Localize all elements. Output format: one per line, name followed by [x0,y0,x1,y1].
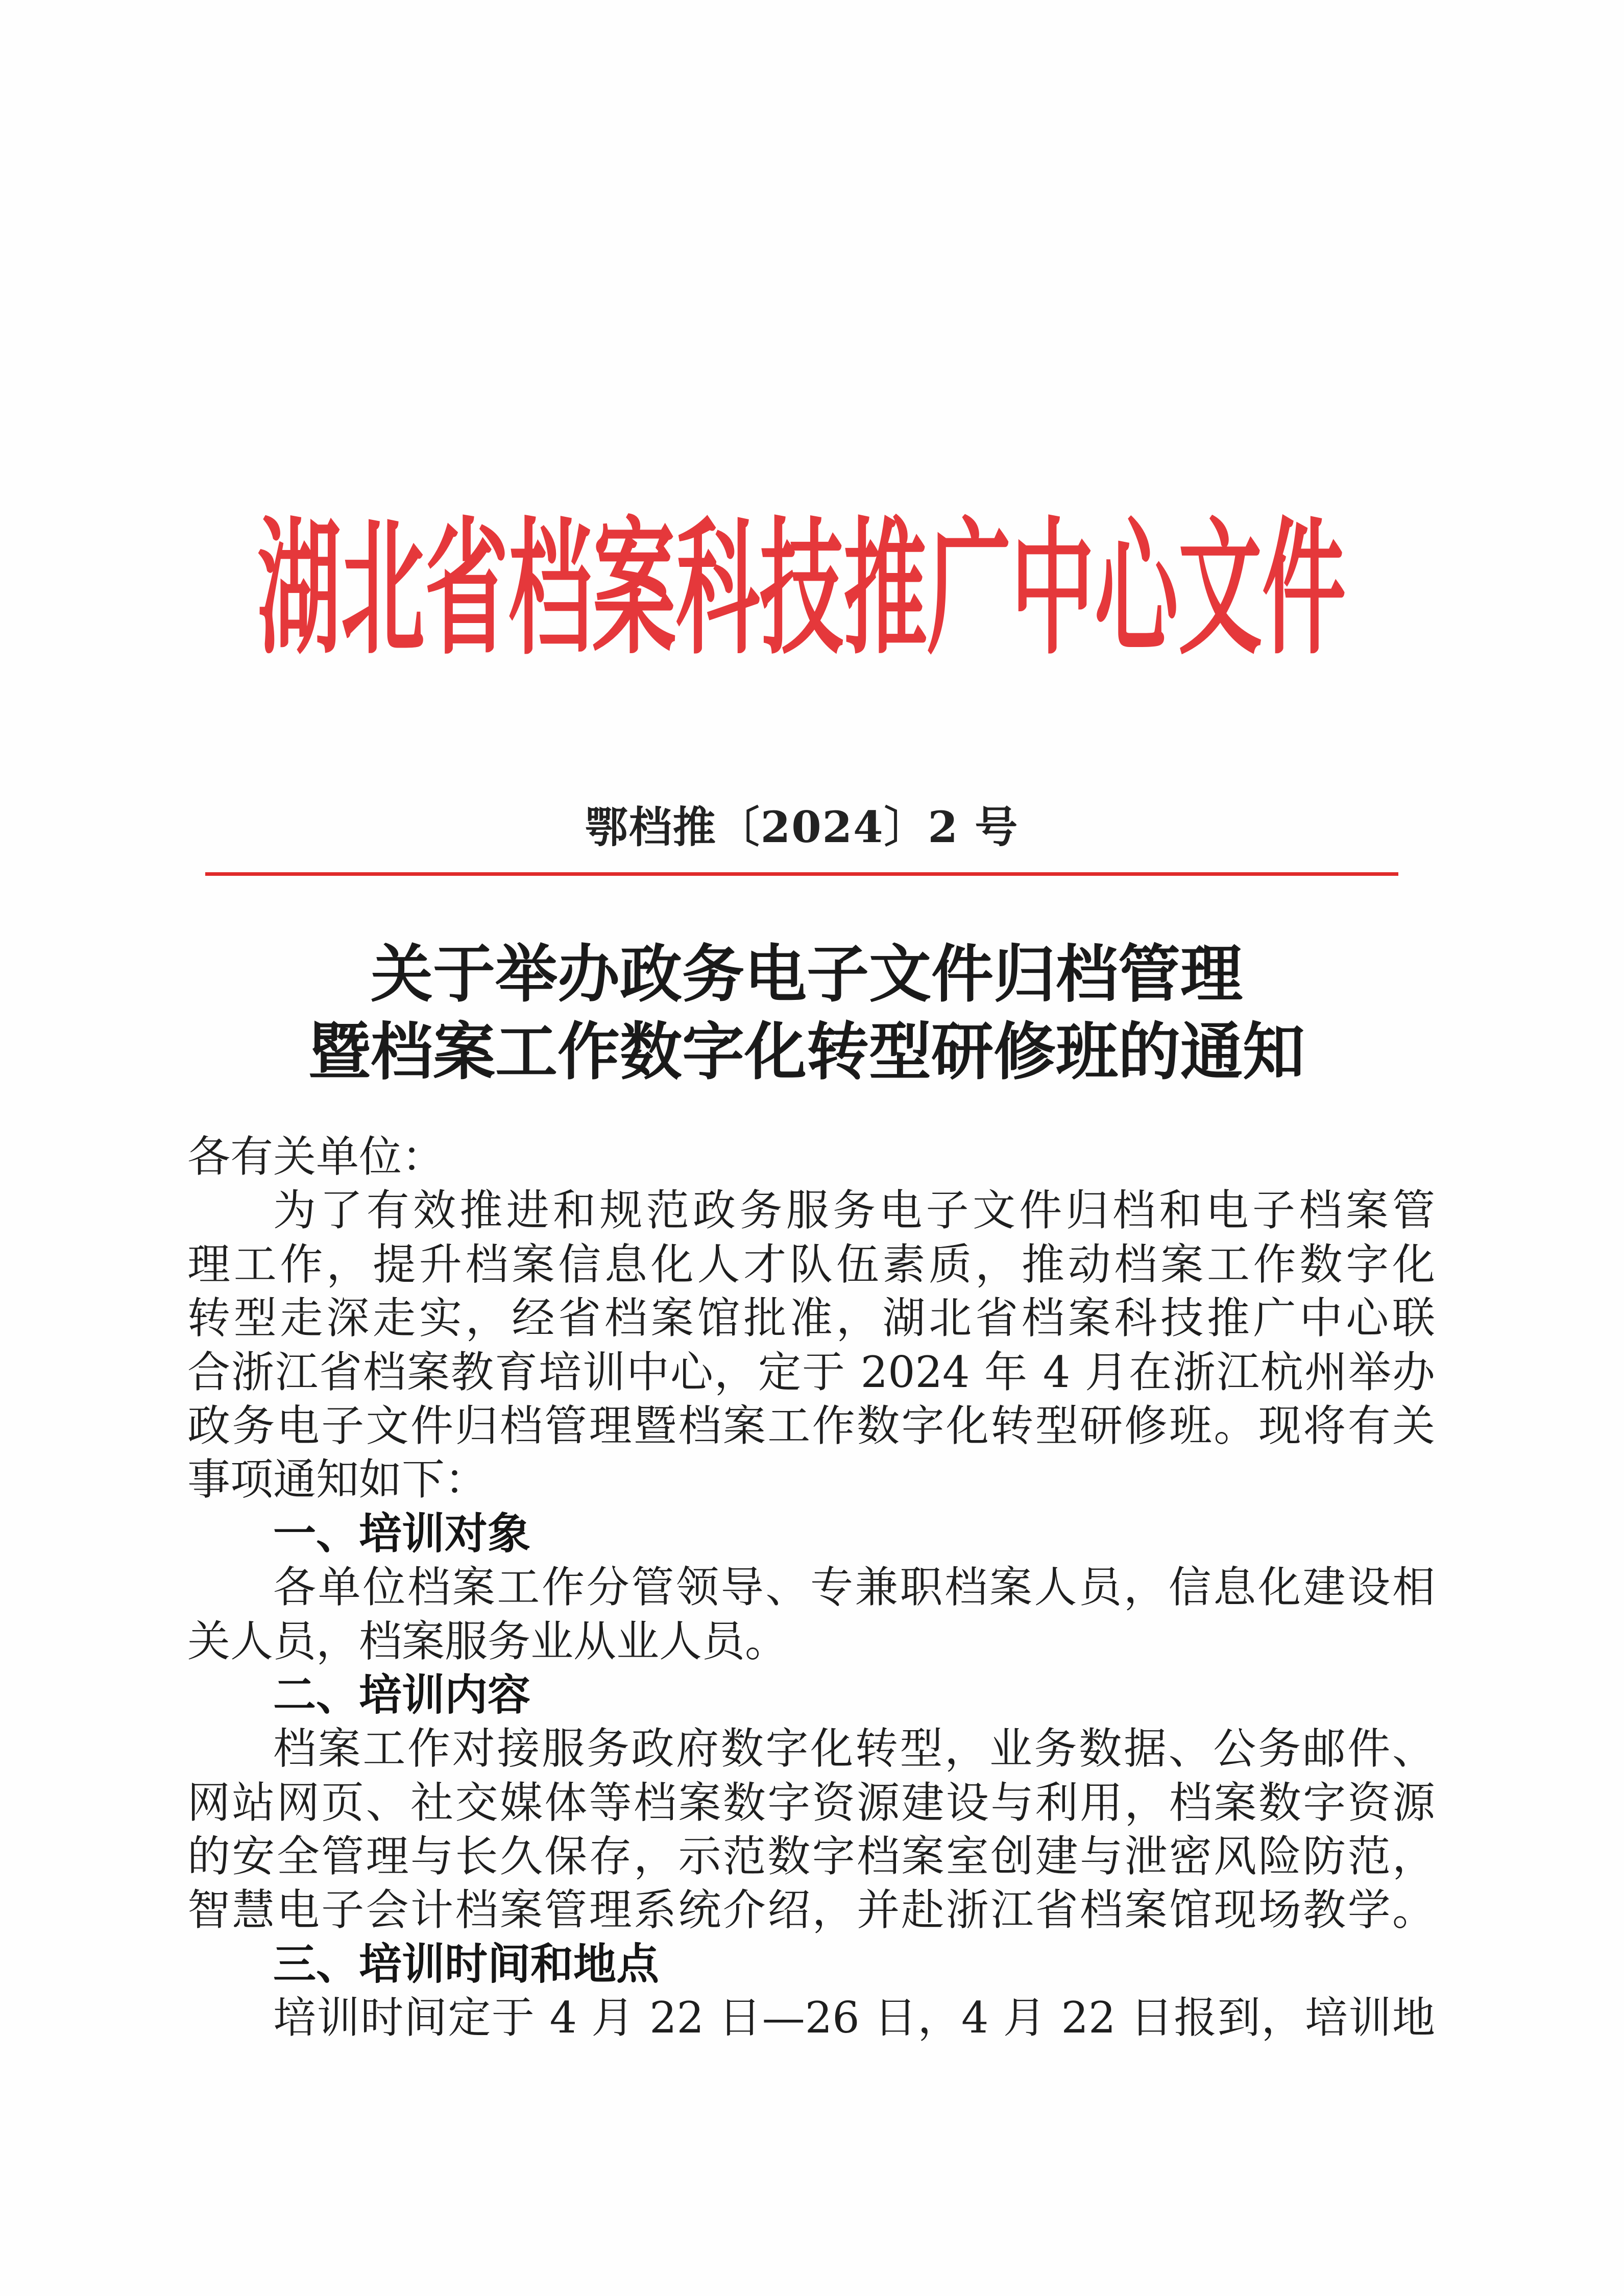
section-heading-time-and-place: 三、培训时间和地点 [273,1939,660,1989]
section-line: 档案工作对接服务政府数字化转型，业务数据、公务邮件、 [273,1724,1435,1774]
section-line: 各单位档案工作分管领导、专兼职档案人员，信息化建设相 [273,1562,1435,1613]
intro-line: 政务电子文件归档管理暨档案工作数字化转型研修班。现将有关 [187,1400,1435,1451]
section-line: 关人员，档案服务业从业人员。 [187,1616,788,1666]
red-separator-line [205,872,1398,876]
section-line: 智慧电子会计档案管理系统介绍，并赴浙江省档案馆现场教学。 [187,1885,1435,1935]
document-number: 鄂档推〔2024〕2 号 [585,802,1019,852]
section-line: 网站网页、社交媒体等档案数字资源建设与利用，档案数字资源 [187,1777,1435,1828]
masthead [0,502,1603,675]
notice-title-line-2: 暨档案工作数字化转型研修班的通知 [308,1015,1305,1088]
intro-line: 合浙江省档案教育培训中心，定于 2024 年 4 月在浙江杭州举办 [187,1347,1435,1397]
intro-line: 事项通知如下： [187,1454,488,1505]
section-heading-training-content: 二、培训内容 [273,1669,531,1720]
notice-title [0,935,1613,1090]
intro-line: 转型走深走实，经省档案馆批准，湖北省档案科技推广中心联 [187,1293,1435,1344]
notice-body [187,1130,1435,2045]
intro-line: 为了有效推进和规范政务服务电子文件归档和电子档案管 [273,1185,1435,1236]
salutation: 各有关单位： [187,1132,445,1182]
section-line: 培训时间定于 4 月 22 日—26 日，4 月 22 日报到，培训地 [273,1993,1435,2043]
section-line: 的安全管理与长久保存，示范数字档案室创建与泄密风险防范， [187,1831,1435,1882]
section-heading-training-targets: 一、培训对象 [273,1508,531,1559]
masthead-org-title: 湖北省档案科技推广中心文件 [257,502,1346,675]
notice-title-line-1: 关于举办政务电子文件归档管理 [371,937,1243,1011]
intro-line: 理工作，提升档案信息化人才队伍素质，推动档案工作数字化 [187,1239,1435,1289]
